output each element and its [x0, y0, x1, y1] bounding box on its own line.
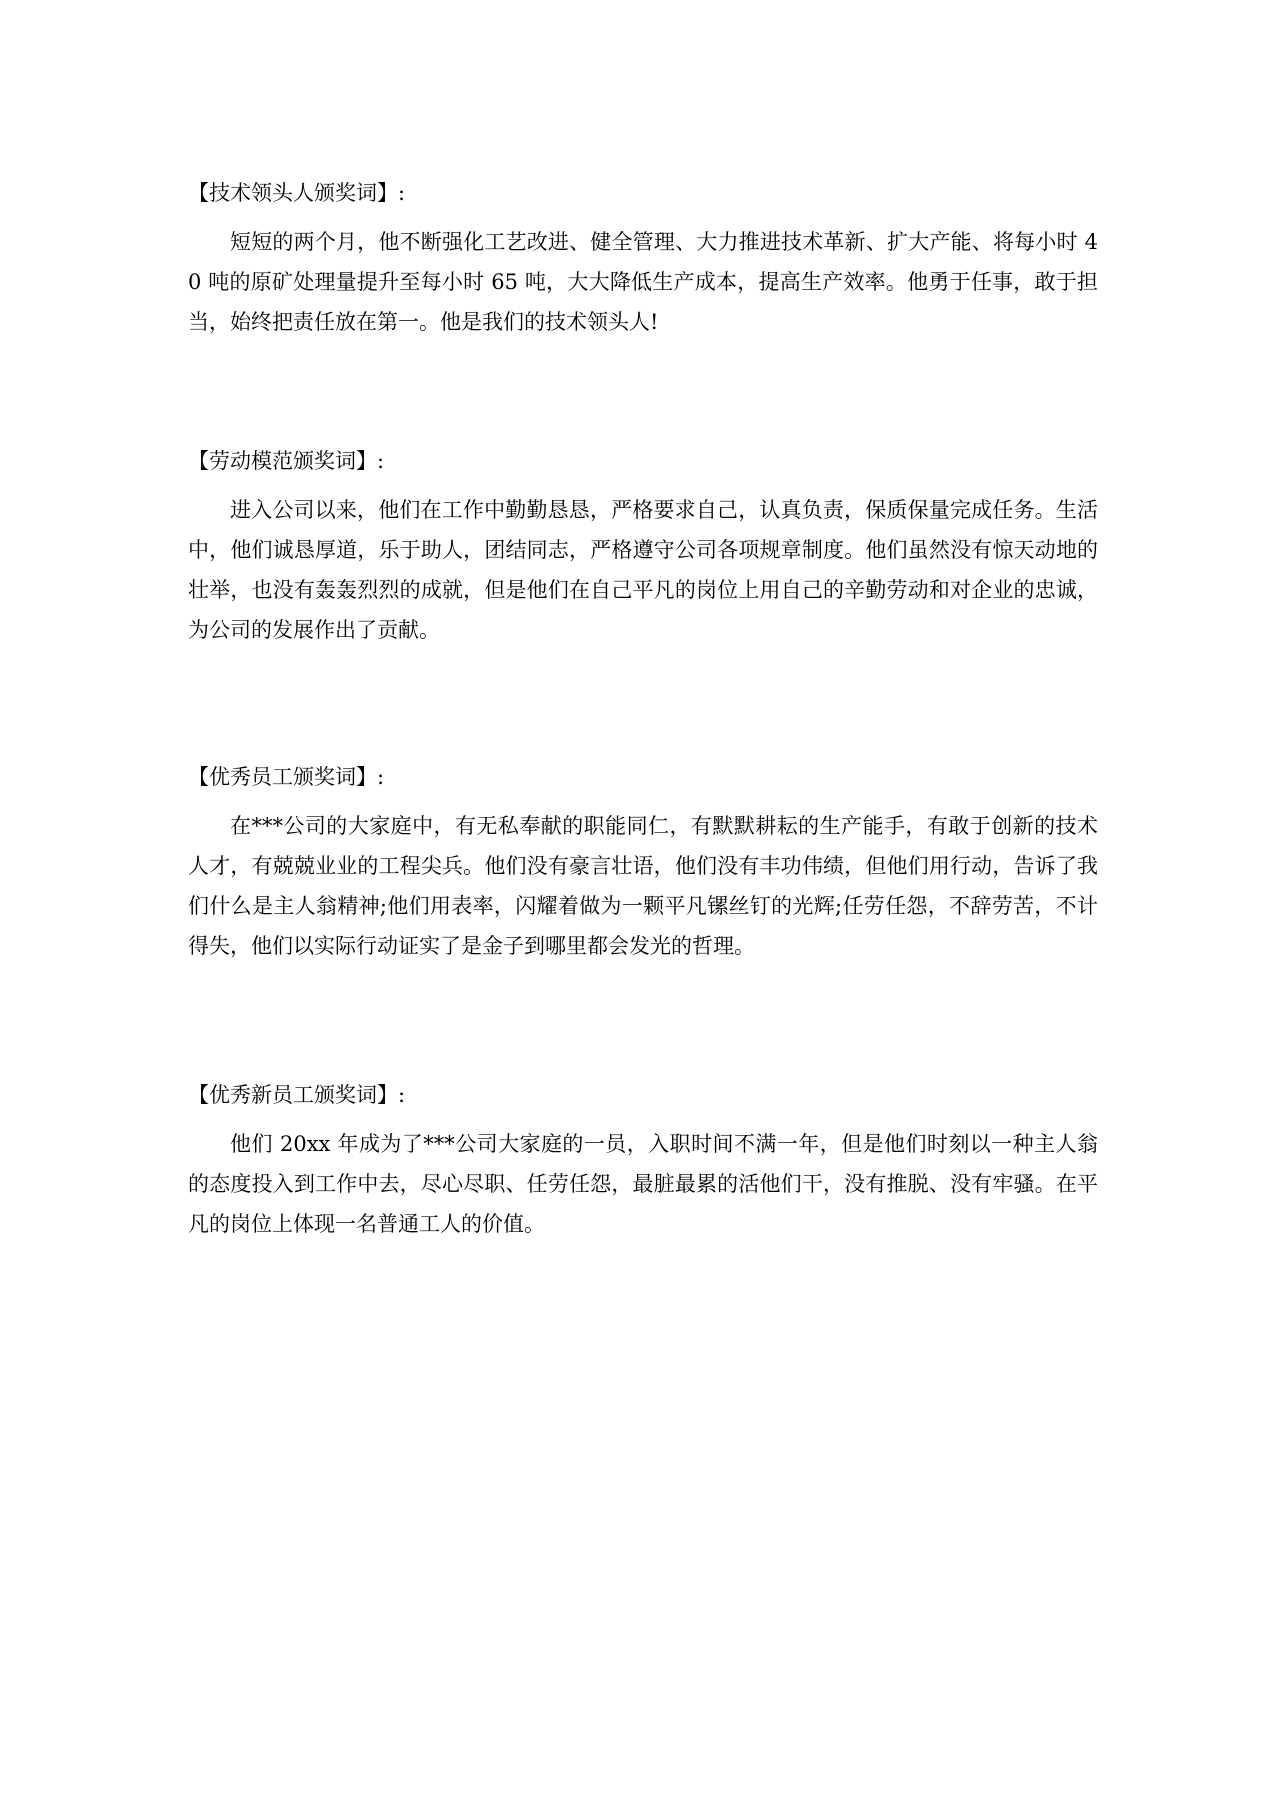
- award-section-outstanding-new-employee: [188, 1080, 1098, 1244]
- section-heading: 【优秀新员工颁奖词】:: [188, 1083, 406, 1107]
- section-body: 在***公司的大家庭中，有无私奉献的职能同仁，有默默耕耘的生产能手，有敢于创新的技术人才，有兢兢业业的工程尖兵。他们没有豪言壮语，他们没有丰功伟绩，但他们用行动，告诉了我们什么是主人翁精神;他们用表率，闪耀着做为一颗平凡镙丝钉的光辉;任劳任怨，不辞劳苦，不计得失，他们以实际行动证实了是金子到哪里都会发光的哲理。: [188, 814, 1098, 958]
- section-body: 进入公司以来，他们在工作中勤勤恳恳，严格要求自己，认真负责，保质保量完成任务。生活中，他们诚恳厚道，乐于助人，团结同志，严格遵守公司各项规章制度。他们虽然没有惊天动地的壮举，也没有轰轰烈烈的成就，但是他们在自己平凡的岗位上用自己的辛勤劳动和对企业的忠诚，为公司的发展作出了贡献。: [188, 498, 1098, 642]
- award-section-outstanding-employee: [188, 762, 1098, 966]
- section-heading: 【劳动模范颁奖词】:: [188, 449, 385, 473]
- award-section-labor-model: [188, 446, 1098, 650]
- section-body: 他们 20xx 年成为了***公司大家庭的一员，入职时间不满一年，但是他们时刻以一种主人翁的态度投入到工作中去，尽心尽职、任劳任怨，最脏最累的活他们干，没有推脱、没有牢骚。在平凡的岗位上体现一名普通工人的价值。: [188, 1132, 1098, 1236]
- award-section-tech-leader: [188, 178, 1098, 342]
- section-body: 短短的两个月，他不断强化工艺改进、健全管理、大力推进技术革新、扩大产能、将每小时 40 吨的原矿处理量提升至每小时 65 吨，大大降低生产成本，提高生产效率。他勇于任事，敢于担当，始终把责任放在第一。他是我们的技术领头人!: [188, 230, 1098, 334]
- section-heading: 【技术领头人颁奖词】:: [188, 181, 406, 205]
- section-heading: 【优秀员工颁奖词】:: [188, 765, 385, 789]
